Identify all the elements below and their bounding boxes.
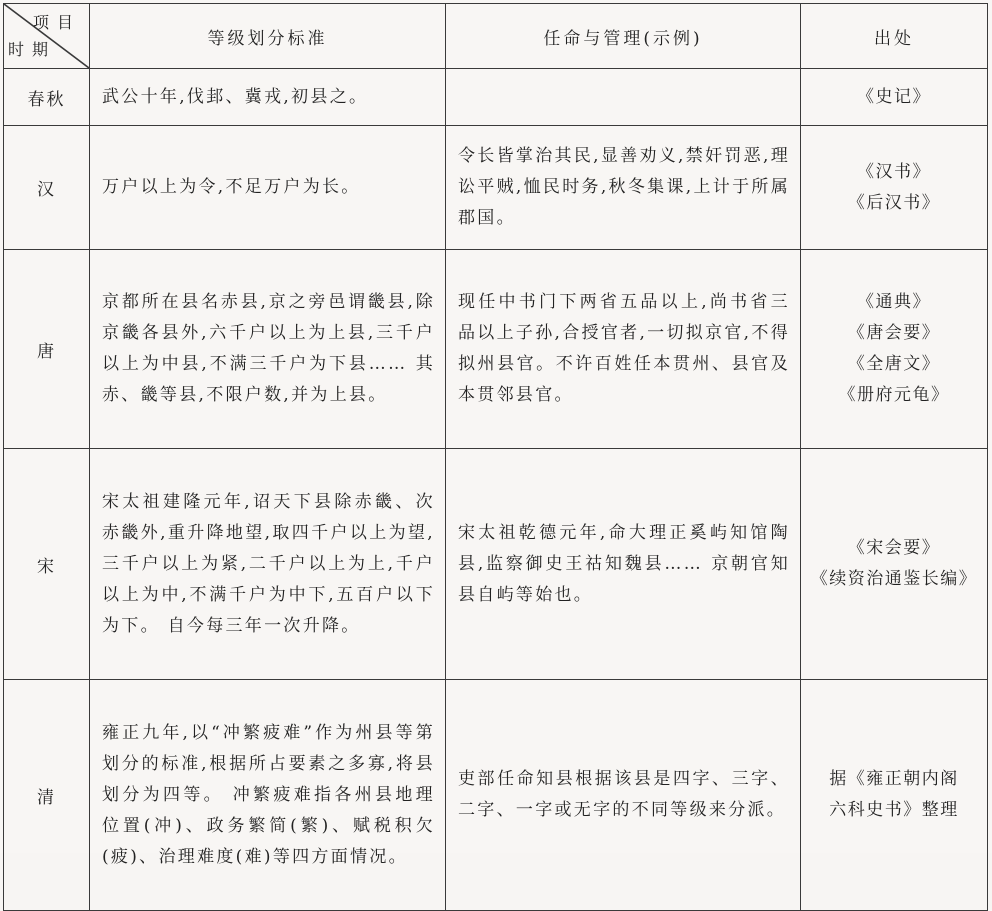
source-cell	[801, 126, 988, 250]
period-cell: 唐	[4, 250, 90, 449]
source-line: 《通典》	[857, 292, 931, 312]
header-source: 出处	[801, 4, 988, 69]
header-appointment: 任命与管理(示例)	[446, 4, 801, 69]
source-cell	[801, 250, 988, 449]
standard-cell: 武公十年,伐邽、冀戎,初县之。	[90, 69, 446, 126]
standard-cell: 宋太祖建隆元年,诏天下县除赤畿、次赤畿外,重升降地望,取四千户以上为望,三千户以上为紧,二千户以上为上,千户以上为中,不满千户为中下,五百户以下为下。 自今每三年一次升降。	[90, 449, 446, 680]
source-line: 《续资治通鉴长编》	[810, 569, 978, 589]
period-cell: 清	[4, 680, 90, 911]
period-cell: 汉	[4, 126, 90, 250]
table-row	[4, 126, 988, 250]
table-row	[4, 680, 988, 911]
source-line: 《宋会要》	[847, 538, 941, 558]
table-row	[4, 250, 988, 449]
source-line: 据《雍正朝内阁	[829, 769, 959, 789]
header-item-label: 项目	[32, 13, 81, 32]
appointment-cell: 宋太祖乾德元年,命大理正奚屿知馆陶县,监察御史王祜知魏县…… 京朝官知县自屿等始也。	[446, 449, 801, 680]
period-cell: 春秋	[4, 69, 90, 126]
source-line: 《全唐文》	[847, 354, 941, 374]
county-grading-table	[3, 3, 988, 911]
appointment-cell: 现任中书门下两省五品以上,尚书省三品以上子孙,合授官者,一切拟京官,不得拟州县官。不许百姓任本贯州、县官及本贯邻县官。	[446, 250, 801, 449]
header-standard: 等级划分标准	[90, 4, 446, 69]
appointment-cell	[446, 69, 801, 126]
source-line: 《唐会要》	[847, 323, 941, 343]
table-header-row	[4, 4, 988, 69]
table-row	[4, 69, 988, 126]
source-cell	[801, 680, 988, 911]
table-row	[4, 449, 988, 680]
header-period-label: 时期	[8, 40, 57, 59]
source-line: 《册府元龟》	[838, 385, 950, 405]
appointment-cell: 令长皆掌治其民,显善劝义,禁奸罚恶,理讼平贼,恤民时务,秋冬集课,上计于所属郡国。	[446, 126, 801, 250]
source-cell	[801, 449, 988, 680]
diagonal-header-cell	[4, 4, 90, 69]
source-line: 《史记》	[857, 86, 931, 107]
source-line: 《汉书》	[857, 161, 931, 182]
appointment-cell: 吏部任命知县根据该县是四字、三字、二字、一字或无字的不同等级来分派。	[446, 680, 801, 911]
period-cell: 宋	[4, 449, 90, 680]
standard-cell: 京都所在县名赤县,京之旁邑谓畿县,除京畿各县外,六千户以上为上县,三千户以上为中县,不满三千户为下县…… 其赤、畿等县,不限户数,并为上县。	[90, 250, 446, 449]
standard-cell: 万户以上为令,不足万户为长。	[90, 126, 446, 250]
source-cell	[801, 69, 988, 126]
source-line: 六科史书》整理	[829, 800, 959, 820]
standard-cell: 雍正九年,以“冲繁疲难”作为州县等第划分的标准,根据所占要素之多寡,将县划分为四等。 冲繁疲难指各州县地理位置(冲)、政务繁简(繁)、赋税积欠(疲)、治理难度(难)等四方面情况。	[90, 680, 446, 911]
source-line: 《后汉书》	[847, 192, 941, 213]
